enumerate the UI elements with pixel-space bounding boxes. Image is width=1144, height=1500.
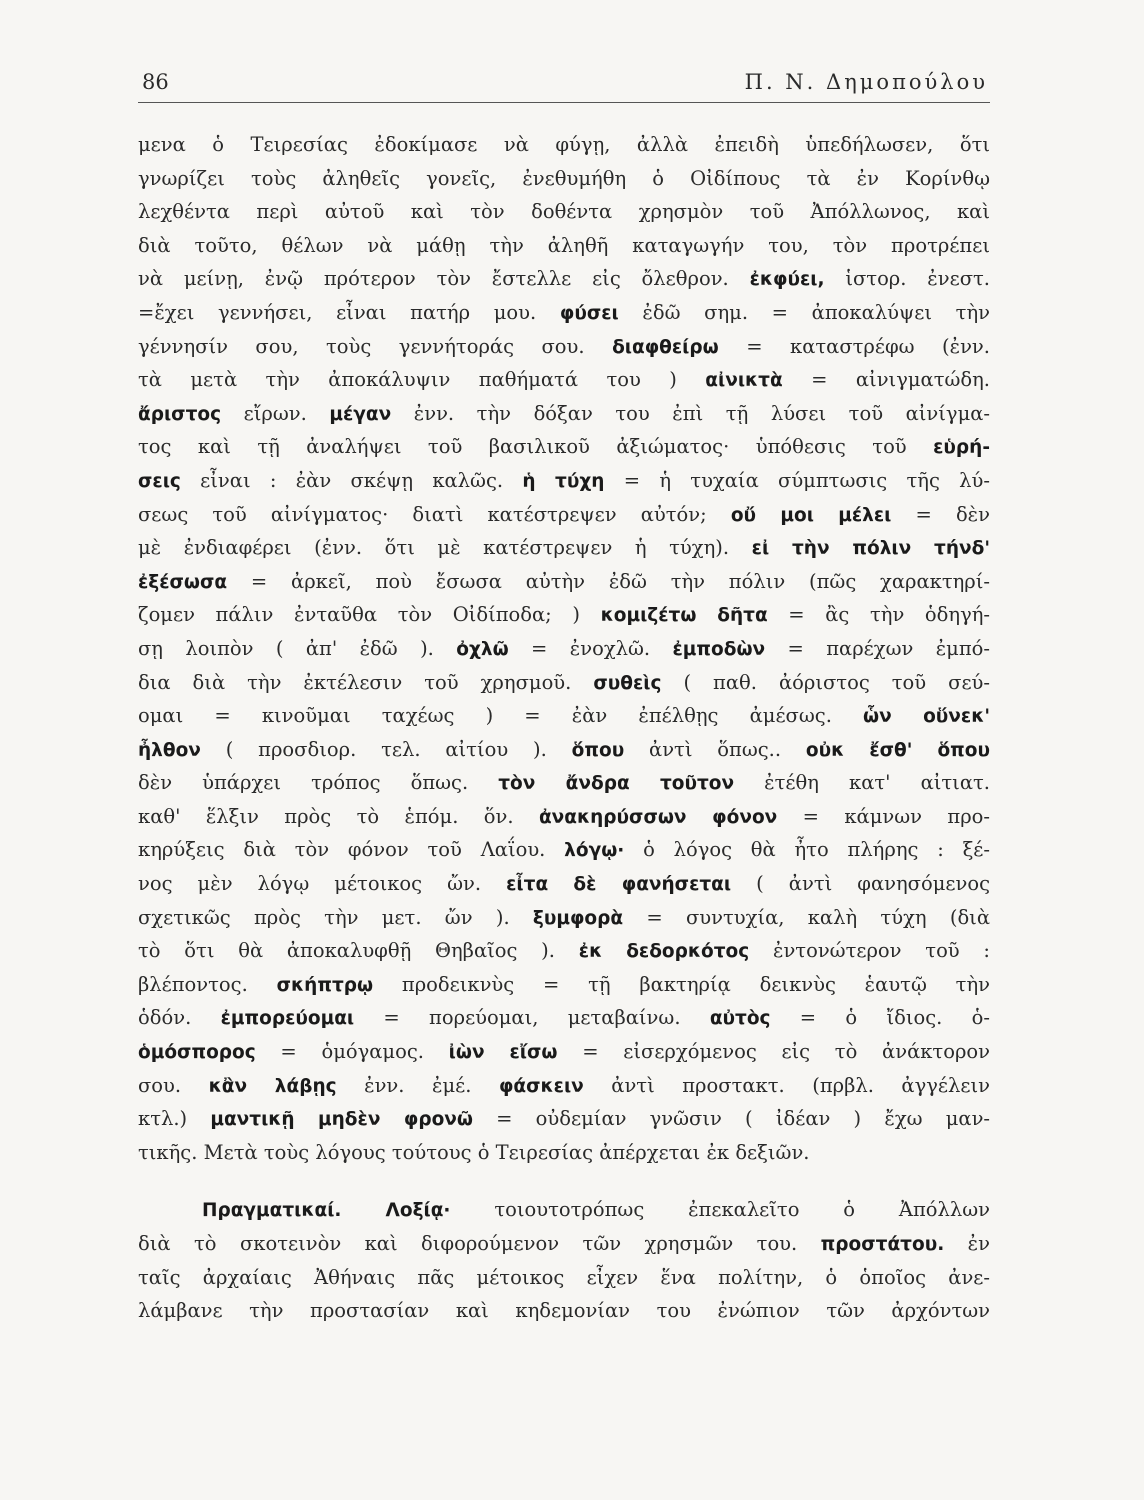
- gloss-text: = οὐδεμίαν γνῶσιν ( ἰδέαν ) ἔχω μαν-: [472, 1107, 990, 1131]
- gloss-text: ἀντὶ ὅπως..: [624, 737, 806, 761]
- lemma-term: ἐμποδὼν: [672, 638, 766, 660]
- text-line: [138, 766, 990, 800]
- lemma-term: τὸν ἄνδρα τοῦτον: [498, 773, 735, 795]
- gloss-text: = συντυχία, καλὴ τύχη (διὰ: [623, 905, 990, 929]
- lemma-term: εἰ τὴν πόλιν τήνδ': [751, 538, 990, 560]
- lemma-term: εἶτα δὲ φανήσεται: [506, 874, 732, 896]
- gloss-text: κηρύξεις διὰ τὸν φόνον τοῦ Λαΐου.: [138, 838, 565, 862]
- gloss-text: σου.: [138, 1073, 209, 1097]
- text-line: [138, 699, 990, 733]
- text-line: [138, 934, 990, 968]
- gloss-text: κτλ.): [138, 1107, 211, 1131]
- text-line: [138, 1102, 990, 1136]
- text-line: [138, 800, 990, 834]
- lemma-term: ὀχλῶ: [456, 638, 509, 660]
- gloss-text: = κάμνων προ-: [777, 804, 990, 828]
- page-number: 86: [142, 70, 169, 94]
- gloss-text: προδεικνὺς = τῇ βακτηρίᾳ δεικνὺς ἑαυτῷ τὴν: [373, 972, 990, 996]
- paragraph-gap: [138, 1169, 990, 1193]
- lemma-term: εὑρή-: [933, 437, 990, 459]
- gloss-text: ἀντὶ προστακτ. (πρβλ. ἀγγέλειν: [583, 1073, 990, 1097]
- lemma-term: οὔ μοι μέλει: [730, 504, 892, 526]
- lemma-term: αἰνικτὰ: [705, 370, 783, 392]
- gloss-text: σεως τοῦ αἰνίγματος· διατὶ κατέστρεψεν αὐτόν;: [138, 502, 731, 526]
- gloss-text: σῃ λοιπὸν ( ἀπ' ἐδῶ ).: [138, 636, 457, 660]
- lemma-term: ἦλθον: [138, 739, 201, 761]
- text-line: [138, 565, 990, 599]
- gloss-text: μενα ὁ Τειρεσίας ἐδοκίμασε νὰ φύγῃ, ἀλλὰ ἐπειδὴ ὑπεδήλωσεν, ὅτι: [138, 133, 990, 156]
- gloss-text: μὲ ἐνδιαφέρει (ἐνν. ὅτι μὲ κατέστρεψεν ἡ τύχη).: [138, 536, 752, 560]
- gloss-text: = δὲν: [891, 502, 990, 526]
- gloss-text: = εἰσερχόμενος εἰς τὸ ἀνάκτορον: [557, 1040, 990, 1064]
- lemma-term: διαφθείρω: [612, 336, 719, 358]
- text-line: [138, 397, 990, 431]
- lemma-term: μαντικῇ μηδὲν φρονῶ: [210, 1109, 473, 1131]
- text-line: [138, 1035, 990, 1069]
- lemma-term: ὅπου: [571, 739, 625, 761]
- gloss-text: = ἡ τυχαία σύμπτωσις τῆς λύ-: [604, 468, 990, 492]
- text-line: [138, 632, 990, 666]
- text-line: [138, 464, 990, 498]
- lemma-term: ὁμόσπορος: [138, 1042, 256, 1064]
- lemma-term: σεις: [138, 470, 181, 492]
- text-line: [138, 162, 990, 196]
- lemma-term: οὐκ ἔσθ' ὅπου: [805, 739, 990, 761]
- text-line: [138, 733, 990, 767]
- text-line: [138, 1069, 990, 1103]
- gloss-text: λεχθέντα περὶ αὐτοῦ καὶ τὸν δοθέντα χρησμὸν τοῦ Ἀπόλλωνος, καὶ: [138, 200, 990, 224]
- text-line: [138, 296, 990, 330]
- gloss-text: ( παθ. ἀόριστος τοῦ σεύ-: [661, 670, 990, 694]
- gloss-text: = καταστρέφω (ἐνν.: [718, 334, 990, 358]
- gloss-text: καθ' ἕλξιν πρὸς τὸ ἑπόμ. ὅν.: [138, 804, 539, 828]
- lemma-term: ὧν οὕνεκ': [863, 706, 990, 728]
- text-line: [138, 363, 990, 397]
- page-header: [138, 70, 990, 103]
- lemma-term: ἐμπορεύομαι: [220, 1008, 355, 1030]
- text-line: [138, 666, 990, 700]
- text-line: [138, 1193, 990, 1227]
- lemma-term: προστάτου.: [820, 1234, 945, 1255]
- lemma-term: ἐκφύει,: [749, 269, 825, 291]
- gloss-text: ἐνν. ἐμέ.: [336, 1073, 499, 1097]
- text-line: [138, 195, 990, 229]
- gloss-text: νὰ μείνῃ, ἐνῷ πρότερον τὸν ἔστελλε εἰς ὄλεθρον.: [138, 267, 750, 291]
- gloss-text: ομαι = κινοῦμαι ταχέως ) = ἐὰν ἐπέλθῃς ἀμέσως.: [138, 704, 864, 728]
- text-line: [138, 1001, 990, 1035]
- text-line: [138, 531, 990, 565]
- text-line: [138, 598, 990, 632]
- lemma-term: μέγαν: [329, 403, 392, 425]
- gloss-text: σχετικῶς πρὸς τὴν μετ. ὤν ).: [138, 905, 533, 929]
- text-line: [138, 1227, 990, 1261]
- gloss-text: τος καὶ τῇ ἀναλήψει τοῦ βασιλικοῦ ἀξιώματος· ὑπόθεσις τοῦ: [138, 435, 934, 459]
- text-line: [138, 1294, 990, 1328]
- gloss-text: ζομεν πάλιν ἐνταῦθα τὸν Οἰδίποδα; ): [138, 603, 601, 627]
- gloss-text: γνωρίζει τοὺς ἀληθεῖς γονεῖς, ἐνεθυμήθη ὁ Οἰδίπους τὰ ἐν Κορίνθῳ: [138, 166, 990, 190]
- gloss-text: ἐτέθη κατ' αἰτιατ.: [734, 771, 990, 795]
- gloss-text: ἐδῶ σημ. = ἀποκαλύψει τὴν: [618, 300, 990, 324]
- lemma-term: ἐκ δεδορκότος: [578, 941, 750, 963]
- gloss-text: νος μὲν λόγῳ μέτοικος ὤν.: [138, 872, 507, 896]
- gloss-text: = ἐνοχλῶ.: [508, 636, 673, 660]
- text-line: [138, 229, 990, 263]
- lemma-term: κἂν λάβῃς: [208, 1075, 337, 1097]
- lemma-term: ἡ τύχη: [522, 470, 605, 492]
- gloss-text: γέννησίν σου, τοὺς γεννήτοράς σου.: [138, 334, 613, 358]
- gloss-text: ἐν: [944, 1232, 990, 1255]
- commentary-text: [138, 128, 990, 1328]
- gloss-text: δὲν ὑπάρχει τρόπος ὅπως.: [138, 771, 499, 795]
- gloss-text: = παρέχων ἐμπό-: [765, 636, 990, 660]
- gloss-text: ( ἀντὶ φανησόμενος: [731, 872, 990, 896]
- gloss-text: = ἂς τὴν ὁδηγή-: [767, 603, 990, 627]
- lemma-term: συθεὶς: [593, 672, 662, 694]
- lemma-term: κομιζέτω δῆτα: [600, 605, 768, 627]
- lemma-term: Πραγματικαί. Λοξίᾳ·: [202, 1200, 451, 1222]
- gloss-text: τικῆς. Μετὰ τοὺς λόγους τούτους ὁ Τειρεσίας ἀπέρχεται ἐκ δεξιῶν.: [138, 1140, 810, 1164]
- gloss-text: ( προσδιορ. τελ. αἰτίου ).: [200, 737, 572, 761]
- text-line: [138, 1136, 990, 1170]
- lemma-term: αὐτὸς: [709, 1008, 771, 1030]
- text-line: [138, 330, 990, 364]
- gloss-text: δια διὰ τὴν ἐκτέλεσιν τοῦ χρησμοῦ.: [138, 670, 594, 694]
- gloss-text: διὰ τοῦτο, θέλων νὰ μάθῃ τὴν ἀληθῆ καταγωγήν του, τὸν προτρέπει: [138, 233, 990, 257]
- text-line: [138, 968, 990, 1002]
- lemma-term: ἐξέσωσα: [138, 571, 228, 593]
- gloss-text: = αἰνιγματώδη.: [782, 368, 990, 392]
- gloss-text: ὁ λόγος θὰ ἦτο πλήρης : ξέ-: [624, 838, 990, 862]
- lemma-term: ἰὼν εἴσω: [448, 1042, 558, 1064]
- text-line: [138, 430, 990, 464]
- lemma-term: σκήπτρῳ: [276, 974, 374, 996]
- gloss-text: βλέποντος.: [138, 972, 277, 996]
- lemma-term: λόγῳ·: [564, 840, 625, 862]
- gloss-text: λάμβανε τὴν προστασίαν καὶ κηδεμονίαν του ἐνώπιον τῶν ἀρχόντων: [138, 1299, 990, 1323]
- gloss-text: εἴρων.: [221, 401, 330, 425]
- lemma-term: ἄριστος: [138, 403, 222, 425]
- text-line: [138, 128, 990, 162]
- text-line: [138, 867, 990, 901]
- gloss-text: ἐνν. τὴν δόξαν του ἐπὶ τῇ λύσει τοῦ αἰνίγμα-: [391, 401, 990, 425]
- gloss-text: ὁδόν.: [138, 1006, 221, 1030]
- gloss-text: ταῖς ἀρχαίαις Ἀθήναις πᾶς μέτοικος εἶχεν ἕνα πολίτην, ὁ ὁποῖος ἀνε-: [138, 1265, 990, 1289]
- lemma-term: φάσκειν: [498, 1075, 584, 1097]
- lemma-term: ξυμφορὰ: [532, 907, 624, 929]
- lemma-term: ἀνακηρύσσων φόνον: [538, 806, 778, 828]
- gloss-text: = ὁμόγαμος.: [255, 1040, 449, 1064]
- gloss-text: ἱστορ. ἐνεστ.: [824, 267, 990, 291]
- gloss-text: =ἔχει γεννήσει, εἶναι πατήρ μου.: [138, 300, 560, 324]
- gloss-text: ἐντονώτερον τοῦ :: [749, 939, 990, 963]
- running-head: Π. Ν. Δημοπούλου: [744, 70, 988, 94]
- lemma-term: φύσει: [559, 302, 619, 324]
- gloss-text: = πορεύομαι, μεταβαίνω.: [354, 1006, 710, 1030]
- text-line: [138, 262, 990, 296]
- gloss-text: τὸ ὅτι θὰ ἀποκαλυφθῇ Θηβαῖος ).: [138, 939, 579, 963]
- gloss-text: εἶναι : ἐὰν σκέψῃ καλῶς.: [180, 468, 523, 492]
- gloss-text: διὰ τὸ σκοτεινὸν καὶ διφορούμενον τῶν χρησμῶν του.: [138, 1232, 821, 1255]
- text-line: [138, 833, 990, 867]
- text-line: [138, 901, 990, 935]
- gloss-text: τοιουτοτρόπως ἐπεκαλεῖτο ὁ Ἀπόλλων: [450, 1198, 990, 1222]
- gloss-text: = ὁ ἴδιος. ὁ-: [770, 1006, 990, 1030]
- text-line: [138, 1261, 990, 1295]
- gloss-text: τὰ μετὰ τὴν ἀποκάλυψιν παθήματά του ): [138, 368, 706, 392]
- gloss-text: = ἀρκεῖ, ποὺ ἔσωσα αὐτὴν ἐδῶ τὴν πόλιν (πῶς χαρακτηρί-: [227, 569, 990, 593]
- text-line: [138, 498, 990, 532]
